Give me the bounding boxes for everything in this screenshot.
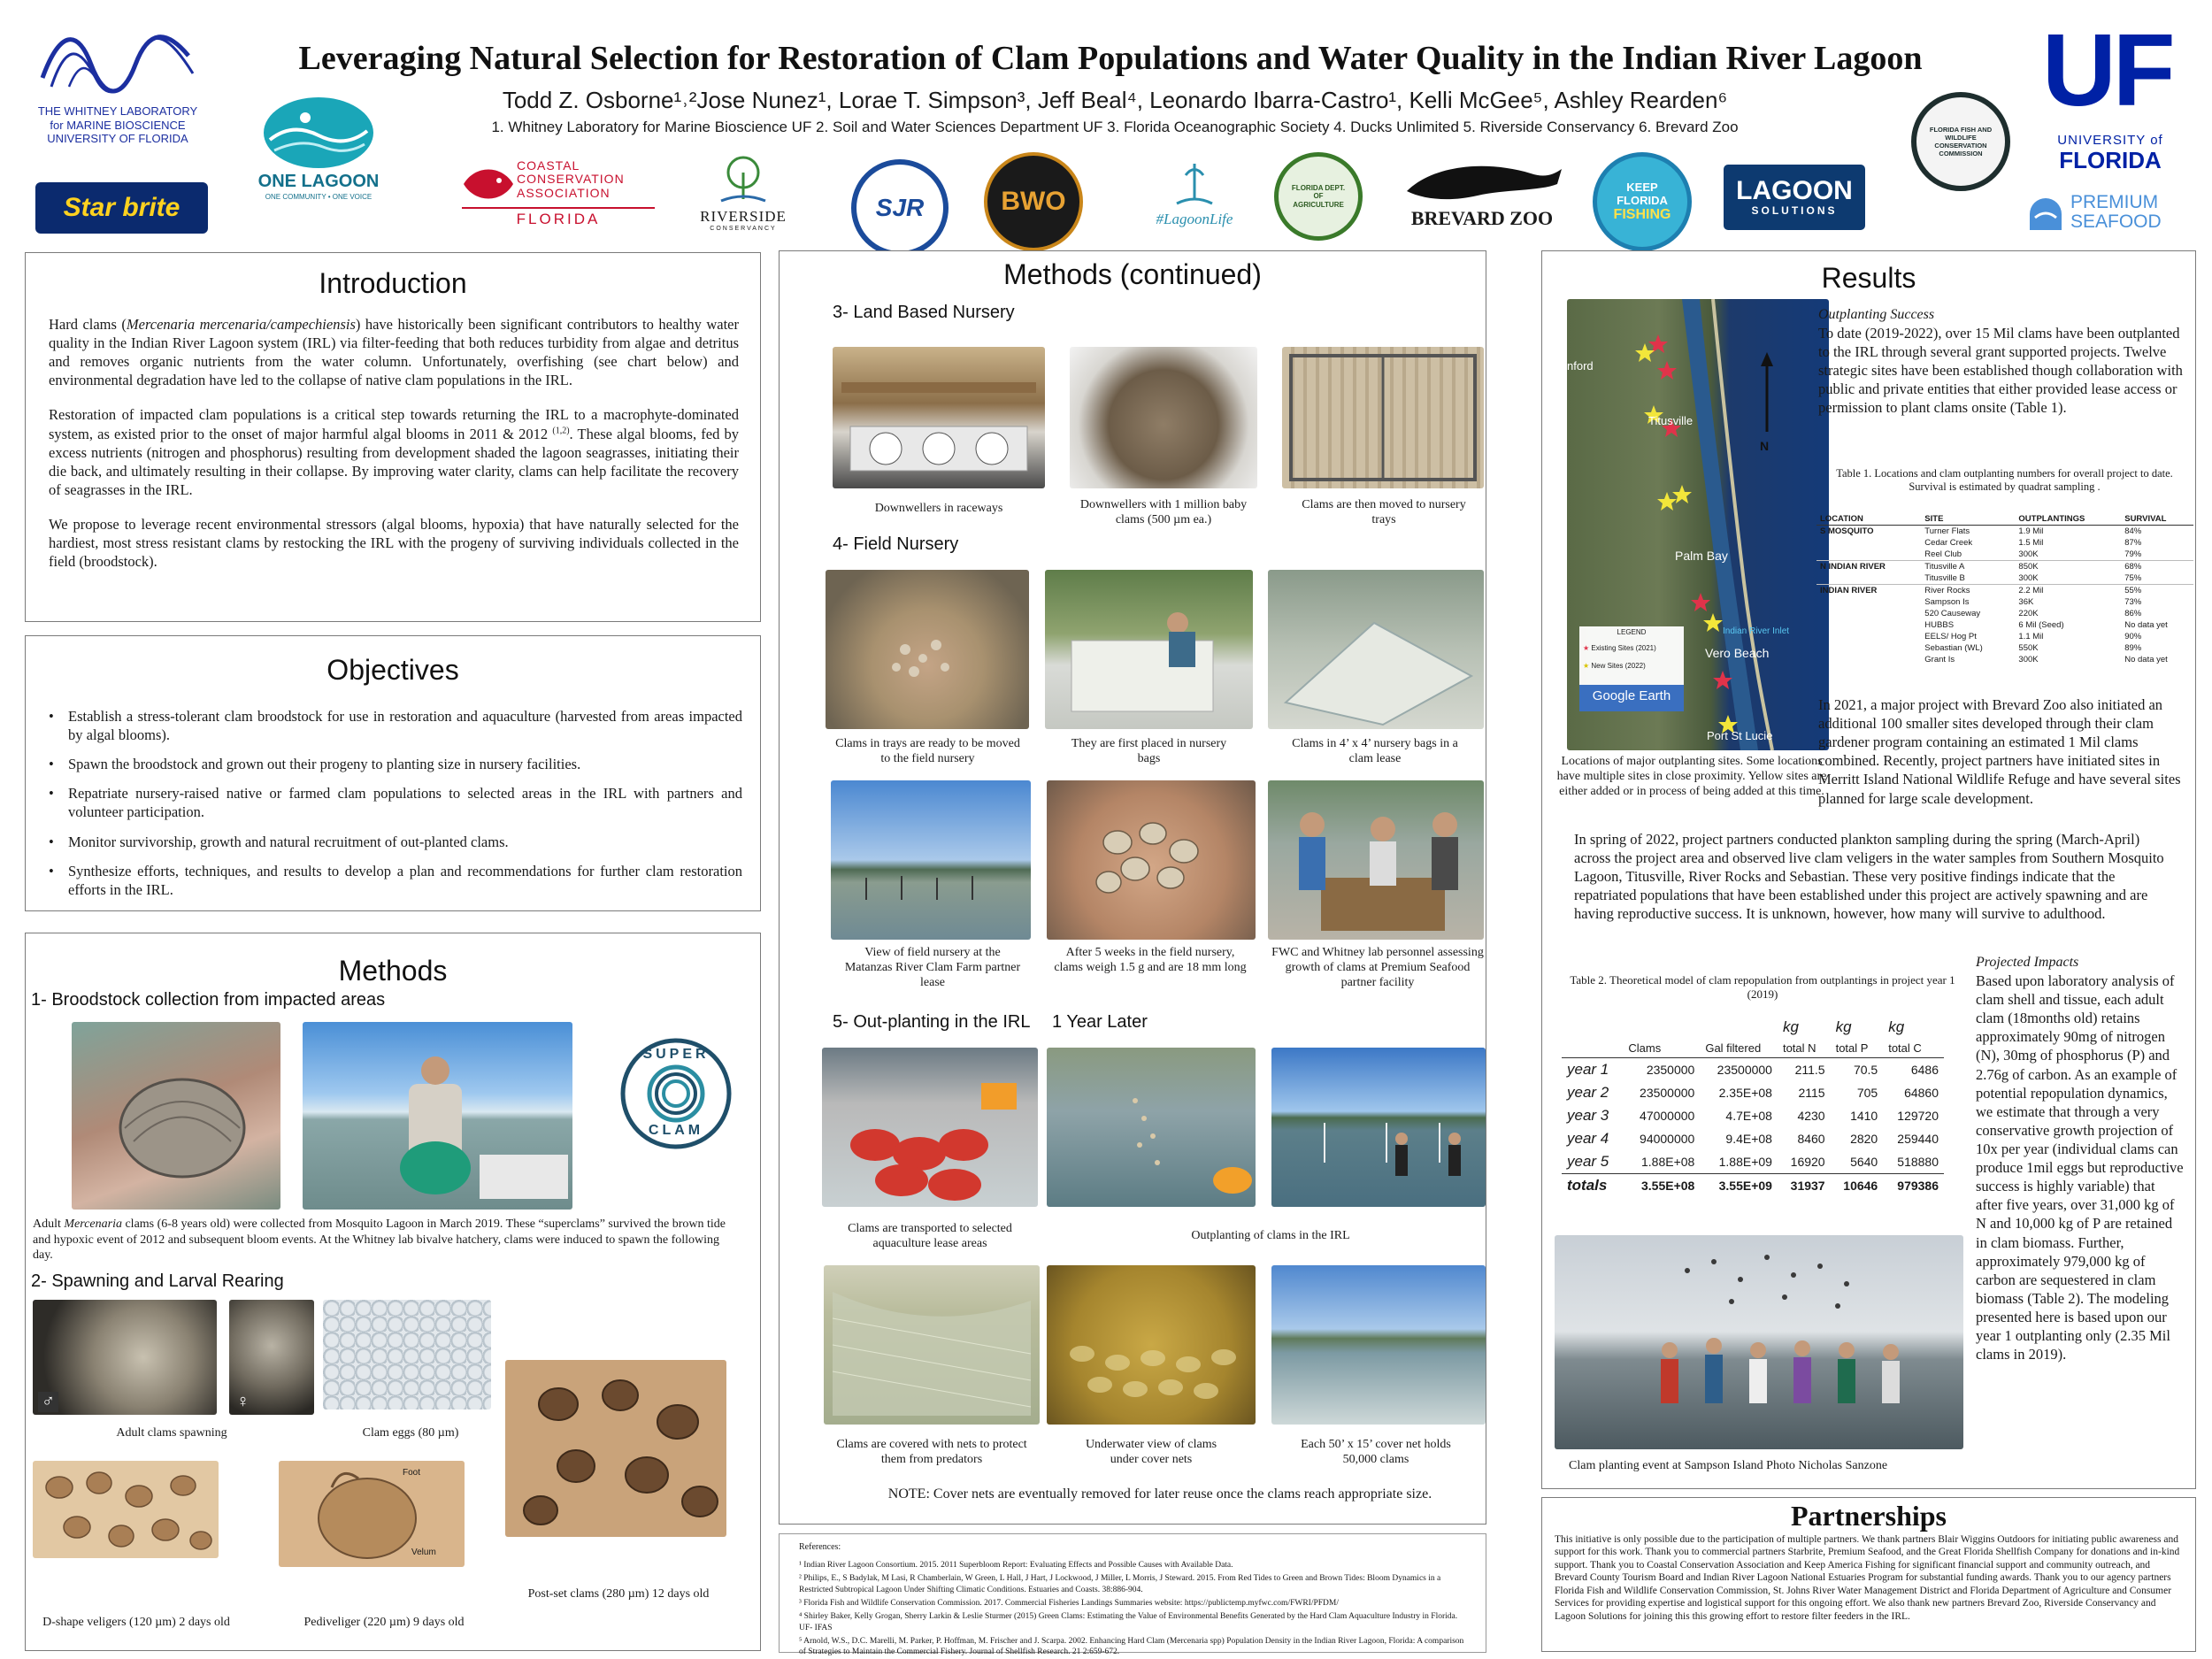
riverside-tree-icon: [717, 155, 770, 206]
table-row: Sebastian (WL) 550K 89%: [1924, 643, 2142, 653]
riverside-name: RIVERSIDE: [700, 208, 787, 225]
photo-clam-eggs: [323, 1300, 491, 1409]
photo-downwellers-baby-clams: [1070, 347, 1257, 488]
partnerships-text: This initiative is only possible due to the participation of multiple partners. We thank partners Blair Wiggins Outdoors for initiating public awareness and support for this work. Thank you to commercial partners Starbrite, Premium Seafood, and the Great Florida Shellfish Company for donations and in-kind support. Thank you to Coastal Conservation Association and Keep America Fishing for significant financial support and community outreach, and Brevard County Tourism Board and Indian River Lagoon National Estuaries Program for substantial funding awards. Thank you to our agency partners Florida Fish and Wildlife Conservation Commission, St. Johns River Water Management District and Florida Department of Agriculture and Consumer Services for providing expertise and logistical support for this ongoing effort. We also thank new partners Brevard Zoo, Riverside Conservancy and Lagoon Solutions for joining this this growing effort to restore filter feeders in the IRL.: [1555, 1534, 2180, 1622]
whitney-line-1: THE WHITNEY LABORATORY: [37, 104, 198, 118]
photo-underwater-clams: [1047, 1265, 1256, 1425]
caption-raceways: Downwellers in raceways: [874, 502, 1003, 515]
photo-outplanting-water: [1271, 1048, 1486, 1207]
brevard-zoo-text: In 2021, a major project with Brevard Zoo also initiated an additional 100 smaller sites developed through their clam gardener program containing an estimated 1 Mil clams combined. Recently, project partners have initiated sites in Merritt Island National Wildlife Refuge and have several sites planned for large scale development.: [1818, 696, 2181, 807]
methods-panel: [25, 933, 761, 1651]
table-header-row: LOCATION SITE OUTPLANTINGS SURVIVAL: [1816, 513, 2193, 526]
table-totals-row: totals 3.55E+08 3.55E+09 31937 10646 979386: [1562, 1174, 1944, 1198]
photo-clams-in-hand-field: [826, 570, 1029, 729]
reference-item: ² Philips, E., S Badylak, M Lasi, R Chamberlain, W Green, L Hall, J Hart, J Lockwood, J Miller, L Morris, J Steward. 2015. From Red Tides to Green and Brown Tides: Bloom Dynamics in a Restricted Subtropical Lagoon Under Shifting Climatic Conditions. Estuaries and Coasts. 38:886-904.: [799, 1574, 1441, 1594]
table-header-row: Clams Gal filtered total N total P total C: [1562, 1039, 1944, 1058]
plankton-text: In spring of 2022, project partners conducted plankton sampling during the spring (March-April) across the project area and observed live clam veligers in the water samples from Southern Mosquito Lagoon, Titusville, River Rocks and Sebastian. These very positive findings indicate that the repatriated populations that have been established under this project are actively spawning and are having reproductive success. It is unknown, however, how many will survive to adulthood.: [1574, 831, 2164, 923]
cover-net-note: NOTE: Cover nets are eventually removed for later reuse once the clams reach appropriate size.: [887, 1486, 1432, 1502]
reference-item: ³ Florida Fish and Wildlife Conservation Commission. 2017. Commercial Fisheries Landings Summaries website: https://publictemp.myfwc.com/FWRI/PFDM/: [799, 1599, 1339, 1609]
one-lagoon-tagline: ONE COMMUNITY • ONE VOICE: [265, 193, 373, 201]
table-row: Grant Is 300K No data yet: [1924, 655, 2168, 664]
lagoon-solutions-name: LAGOON: [1736, 176, 1853, 205]
caption-trays-ready: Clams in trays are ready to be moved to the field nursery: [835, 737, 1020, 766]
map-label-inlet: Indian River Inlet: [1723, 626, 1790, 636]
whitney-line-3: UNIVERSITY OF FLORIDA: [47, 132, 188, 146]
methods-continued-panel: [779, 250, 1486, 1525]
references-panel: [779, 1533, 1486, 1657]
table-row: year 5 1.88E+08 1.88E+09 16920 5640 518880: [1567, 1153, 1939, 1170]
brevard-zoo-logo: [1398, 156, 1566, 235]
premium-line-2: SEAFOOD: [2070, 211, 2162, 233]
list-item: • Repatriate nursery-raised native or farmed clam populations to selected areas in the IRL with partners and volunteer participation.: [43, 784, 742, 821]
cca-line-3: ASSOCIATION: [517, 185, 611, 200]
fdacs-name: FLORIDA DEPT. OF AGRICULTURE: [1291, 183, 1346, 209]
reference-item: ¹ Indian River Lagoon Consortium. 2015. 2011 Superbloom Report: Evaluating Effects and Possible Causes with Available Data.: [799, 1561, 1233, 1570]
uf-logo: [2035, 12, 2194, 177]
kff-line-2: FLORIDA: [1617, 194, 1668, 207]
table-row: Sampson Is 36K 73%: [1924, 597, 2142, 607]
keep-florida-fishing-logo: [1593, 152, 1692, 251]
introduction-panel: [25, 252, 761, 622]
list-item: • Establish a stress-tolerant clam broodstock for use in restoration and aquaculture (harvested from areas impacted by algal blooms).: [43, 707, 742, 744]
one-year-later-heading: 1 Year Later: [1052, 1012, 1148, 1032]
table-2-caption: Table 2. Theoretical model of clam repopulation from outplantings in project year 1 (2019): [1570, 973, 1955, 1001]
kff-line-3: FISHING: [1613, 207, 1671, 222]
caption-clam-eggs: Clam eggs (80 µm): [362, 1426, 459, 1440]
list-item: • Synthesize efforts, techniques, and results to develop a plan and recommendations for further clam restoration efforts in the IRL.: [43, 862, 742, 899]
references-title: References:: [799, 1542, 841, 1552]
poster-affiliations: 1. Whitney Laboratory for Marine Bioscience UF 2. Soil and Water Sciences Department UF 3. Florida Oceanographic Society 4. Ducks Unlimited 5. Riverside Conservancy 6. Brevard Zoo: [491, 119, 1739, 135]
fwc-name: FLORIDA FISH AND WILDLIFE CONSERVATION COMMISSION: [1929, 126, 1993, 157]
results-title: Results: [1821, 262, 1916, 294]
riverside-sub: CONSERVANCY: [710, 226, 777, 232]
photo-field-nursery-matanzas: [831, 780, 1031, 940]
table-1: [1816, 513, 2193, 665]
lagoon-solutions-sub: SOLUTIONS: [1751, 204, 1838, 217]
objectives-list: [43, 707, 742, 910]
photo-clam-in-hand: [72, 1022, 280, 1210]
cca-state: FLORIDA: [516, 211, 601, 227]
sjr-logo: [851, 159, 949, 257]
table-1-caption: Table 1. Locations and clam outplanting numbers for overall project to date. Survival is estimated by quadrat sampling .: [1836, 467, 2173, 494]
whitney-lab-logo: [25, 25, 211, 149]
photo-pediveliger: [279, 1461, 465, 1567]
photo-cover-net-sky: [1271, 1265, 1486, 1425]
outplanting-text: To date (2019-2022), over 15 Mil clams have been outplanted to the IRL through several grant supported projects. Twelve strategic sites have been established though collaboration with public and private entities that either provided lease access or permission to plant clams onsite (Table 1).: [1818, 325, 2183, 417]
lagoonlife-logo: [1141, 159, 1248, 239]
header: [0, 0, 2212, 239]
one-lagoon-emblem-icon: [257, 96, 380, 171]
map-label-palm-bay: Palm Bay: [1675, 549, 1728, 563]
list-item: • Spawn the broodstock and grown out their progeny to planting size in nursery facilities.: [43, 755, 742, 773]
female-symbol: ♀: [236, 1392, 250, 1411]
caption-pediveliger: Pediveliger (220 µm) 9 days old: [303, 1616, 465, 1629]
photo-clams-5-weeks: [1047, 780, 1256, 940]
fwc-seal-logo: [1911, 92, 2010, 191]
map-label-vero-beach: Vero Beach: [1705, 646, 1770, 660]
photo-man-with-basket: [303, 1022, 572, 1210]
map-legend-new: ★ New Sites (2022): [1583, 662, 1646, 670]
caption-transported: Clams are transported to selected aquaculture lease areas: [848, 1222, 1012, 1251]
caption-downwellers: Downwellers with 1 million baby clams (500 µm ea.): [1079, 498, 1248, 527]
super-clam-logo: [618, 1036, 733, 1151]
table-row: year 4 94000000 9.4E+08 8460 2820 259440: [1567, 1130, 1939, 1147]
uf-line-1: UNIVERSITY of: [2057, 133, 2163, 148]
objectives-title: Objectives: [326, 654, 459, 686]
cheetah-icon: [1398, 156, 1566, 204]
lagoonlife-name: #LagoonLife: [1156, 211, 1233, 227]
photo-d-shape-veligers: [33, 1461, 219, 1558]
riverside-logo: [690, 155, 796, 234]
intro-paragraph-2: Restoration of impacted clam populations is a critical step towards returning the IRL to a macrophyte-dominated system, as existed prior to the onset of major harmful algal blooms in 2011 & 2012 $^{(1,2)}$. These algal blooms, fed by excess nutrients (nitrogen and phosphorus) resulting from development shaded the lagoon seagrasses, initiating their die back, and ultimately resulting in their collapse. By improving water clarity, clams can help facilitate the recovery of seagrasses in the IRL.: [49, 406, 739, 498]
photo-nursery-trays: [1282, 347, 1484, 488]
table-row: EELS/ Hog Pt 1.1 Mil 90%: [1924, 632, 2142, 641]
bwo-logo: [984, 152, 1083, 251]
fdacs-seal-logo: [1274, 152, 1363, 241]
caption-nursery-trays: Clams are then moved to nursery trays: [1302, 498, 1466, 527]
cca-line-1: COASTAL: [517, 158, 580, 173]
caption-adult-spawning: Adult clams spawning: [116, 1426, 227, 1440]
cca-line-2: CONSERVATION: [517, 172, 625, 187]
projected-impacts-heading: Projected Impacts: [1976, 955, 2079, 970]
lagoon-solutions-logo: [1724, 165, 1865, 230]
table-row: year 3 47000000 4.7E+08 4230 1410 129720: [1567, 1107, 1939, 1124]
table-row: Cedar Creek 1.5 Mil 87%: [1924, 538, 2142, 548]
methods-step-2-heading: 2- Spawning and Larval Rearing: [31, 1271, 284, 1291]
photo-nursery-bags: [1045, 570, 1253, 729]
one-lagoon-name: ONE LAGOON: [257, 172, 380, 191]
table-row: N INDIAN RIVER Titusville A 850K 68%: [1816, 561, 2193, 573]
caption-outplanting: Outplanting of clams in the IRL: [1191, 1229, 1350, 1242]
table-row: Titusville B 300K 75%: [1924, 573, 2142, 583]
methods-step-5-heading: 5- Out-planting in the IRL: [833, 1012, 1031, 1032]
brevard-zoo-name: BREVARD ZOO: [1410, 207, 1554, 229]
caption-nursery-bags: They are first placed in nursery bags: [1071, 737, 1227, 766]
uf-letters: UF: [2042, 12, 2172, 127]
outplanting-heading: Outplanting Success: [1818, 307, 1935, 322]
starbrite-logo: [35, 182, 208, 234]
starbrite-name: Star brite: [63, 193, 180, 222]
photo-post-set-clams: [505, 1360, 726, 1537]
premium-seafood-logo: [2026, 193, 2190, 239]
whitney-line-2: for MARINE BIOSCIENCE: [50, 118, 186, 132]
intro-paragraph-3: We propose to leverage recent environmental stressors (algal blooms, hypoxia) that have naturally selected for the hardiest, most stress resistant clams by restocking the IRL with the progeny of surviving individuals collected in the field (broodstock).: [49, 515, 739, 571]
uf-line-2: FLORIDA: [2059, 147, 2162, 173]
poster-title: Leveraging Natural Selection for Restoration of Clam Populations and Water Quality in the Indian River Lagoon: [298, 40, 1923, 77]
reference-item: ⁴ Shirley Baker, Kelly Grogan, Sherry Larkin & Leslie Sturmer (2015) Green Clams: Estimating the Value of Environmental Benefits Generated by the Hard Clam Aquaculture Industry in Florida. UF- IFAS: [799, 1612, 1458, 1632]
caption-d-shape: D-shape veligers (120 µm) 2 days old: [42, 1616, 230, 1629]
cca-fish-icon: [462, 163, 515, 205]
map-label-titusville: Titusville: [1648, 414, 1694, 427]
methods-title: Methods: [338, 955, 448, 987]
methods-continued-title: Methods (continued): [1003, 258, 1262, 290]
table-row: year 1 2350000 23500000 211.5 70.5 6486: [1567, 1061, 1939, 1078]
map-legend-title: LEGEND: [1617, 628, 1647, 636]
photo-nursery-bags-lease: [1268, 570, 1484, 729]
methods-step-3-heading: 3- Land Based Nursery: [833, 303, 1015, 322]
caption-bags-lease: Clams in 4’ x 4’ nursery bags in a clam lease: [1292, 737, 1458, 766]
projected-impacts-text: Based upon laboratory analysis of clam shell and tissue, each adult clam (18months old) retains approximately 90mg of nitrogen (N), 30mg of phosphorus (P) and 2.76g of carbon. As an example of potential repopulation dynamics, we estimate that through a very conservative growth projection of 10x per year (individual clams can produce 1mil eggs but reproductive success is highly variable) that after five years, over 31,000 kg of N and 10,000 kg of P are retained in clam biomass. Further, approximately 979,000 kg of carbon are sequestered in clam biomass (Table 2). The modeling presented here is based upon our year 1 outplanting only (2.35 Mil clams in 2019).: [1976, 972, 2184, 1363]
caption-post-set: Post-set clams (280 µm) 12 days old: [527, 1587, 710, 1601]
super-clam-bottom: CLAM: [648, 1123, 704, 1138]
map-label-sanford: nford: [1567, 359, 1594, 373]
premium-line-1: PREMIUM: [2070, 192, 2159, 212]
photo-outplanting-clams: [1047, 1048, 1256, 1207]
velum-label: Velum: [411, 1548, 436, 1557]
lagoonlife-heron-icon: [1164, 159, 1225, 208]
table-row: year 2 23500000 2.35E+08 2115 705 64860: [1567, 1084, 1939, 1101]
table-row: INDIAN RIVER River Rocks 2.2 Mil 55%: [1816, 585, 2193, 597]
premium-seafood-icon: [2026, 195, 2065, 234]
caption-5-weeks: After 5 weeks in the field nursery, clams weigh 1.5 g and are 18 mm long: [1054, 946, 1247, 975]
partnerships-panel: [1541, 1497, 2196, 1652]
table-row: HUBBS 6 Mil (Seed) No data yet: [1924, 620, 2168, 630]
reference-item: ⁵ Arnold, W.S., D.C. Marelli, M. Parker, P. Hoffman, M. Frischer and J. Scarpa. 2002. Enhancing Hard Clam (Mercenaria spp) Population Density in the Indian River Lagoon, Florida: A comparison of Strategies to Maintain the Commercial Fishery. Journal of Shellfish Research. 21 2:659-672.: [799, 1637, 1464, 1657]
partnerships-title: Partnerships: [1791, 1500, 1947, 1532]
map-north-arrow: N: [1760, 439, 1770, 453]
table-units-row: kg kg kg: [1782, 1018, 1905, 1035]
photo-clams-under-nets: [824, 1265, 1040, 1425]
photo-fwc-whitney-personnel: [1268, 780, 1484, 940]
table-row: S MOSQUITO Turner Flats 1.9 Mil 84%: [1820, 526, 2142, 536]
objectives-panel: [25, 635, 761, 911]
photo-caption-sampson: Clam planting event at Sampson Island Photo Nicholas Sanzone: [1569, 1459, 1888, 1472]
bwo-name: BWO: [1001, 187, 1066, 216]
photo-downwellers-raceways: [833, 347, 1045, 488]
caption-underwater: Underwater view of clams under cover nets: [1085, 1438, 1217, 1467]
foot-label: Foot: [403, 1468, 421, 1478]
map-label-port-st-lucie: Port St Lucie: [1707, 729, 1773, 742]
introduction-title: Introduction: [319, 267, 467, 299]
results-panel: [1541, 250, 2196, 1489]
map-legend-existing: ★ Existing Sites (2021): [1583, 644, 1656, 652]
whitney-wave-icon: [25, 25, 211, 100]
table-row: 520 Causeway 220K 86%: [1924, 609, 2142, 618]
poster-authors: Todd Z. Osborne¹˒²Jose Nunez¹, Lorae T. Simpson³, Jeff Beal⁴, Leonardo Ibarra-Castro¹, Kelli McGee⁵, Ashley Rearden⁶: [502, 87, 1728, 113]
methods-step-4-heading: 4- Field Nursery: [833, 534, 959, 554]
caption-cover-net: Each 50’ x 15’ cover net holds 50,000 clams: [1301, 1438, 1451, 1467]
photo-clam-planting-event: [1555, 1235, 1963, 1449]
caption-covered: Clams are covered with nets to protect them from predators: [836, 1438, 1027, 1467]
table-2: [1562, 1016, 1944, 1197]
male-symbol: ♂: [38, 1392, 58, 1412]
table-row: Reel Club 300K 79%: [1924, 549, 2142, 559]
broodstock-caption: Adult Mercenaria clams (6-8 years old) were collected from Mosquito Lagoon in March 2019. These “superclams” survived the brown tide and hypoxic event of 2012 and subsequent bloom events. At the Whitney lab bivalve hatchery, clams were induced to spawn the following day.: [33, 1217, 726, 1262]
map-google-earth-badge: Google Earth: [1592, 688, 1671, 703]
methods-step-1-heading: 1- Broodstock collection from impacted areas: [31, 990, 386, 1010]
outplanting-sites-map: [1567, 299, 1829, 750]
sjr-name: SJR: [875, 194, 925, 221]
super-clam-top: SUPER: [642, 1047, 710, 1062]
kff-line-1: KEEP: [1626, 180, 1658, 194]
one-lagoon-logo: [239, 96, 398, 202]
photo-clams-transported: [822, 1048, 1038, 1207]
caption-fwc: FWC and Whitney lab personnel assessing growth of clams at Premium Seafood partner facility: [1271, 946, 1484, 990]
intro-paragraph-1: Hard clams (Mercenaria mercenaria/campechiensis) have historically been significant contributors to healthy water quality in the Indian River Lagoon system (IRL) via filter-feeding that both reduces turbidity from algae and detritus and removes organic nutrients from the water column. Unfortunately, overfishing (see chart below) and environmental degradation have led to the collapse of native clam populations in the IRL.: [49, 316, 739, 389]
caption-matanzas: View of field nursery at the Matanzas River Clam Farm partner lease: [844, 946, 1021, 990]
photo-male-spawning: [33, 1300, 217, 1415]
list-item: • Monitor survivorship, growth and natural recruitment of out-planted clams.: [43, 833, 742, 851]
cca-logo: [462, 159, 655, 230]
map-caption: Locations of major outplanting sites. Some locations have multiple sites in close proximity. Yellow sites are either added or in process of being added at this time.: [1556, 755, 1827, 799]
